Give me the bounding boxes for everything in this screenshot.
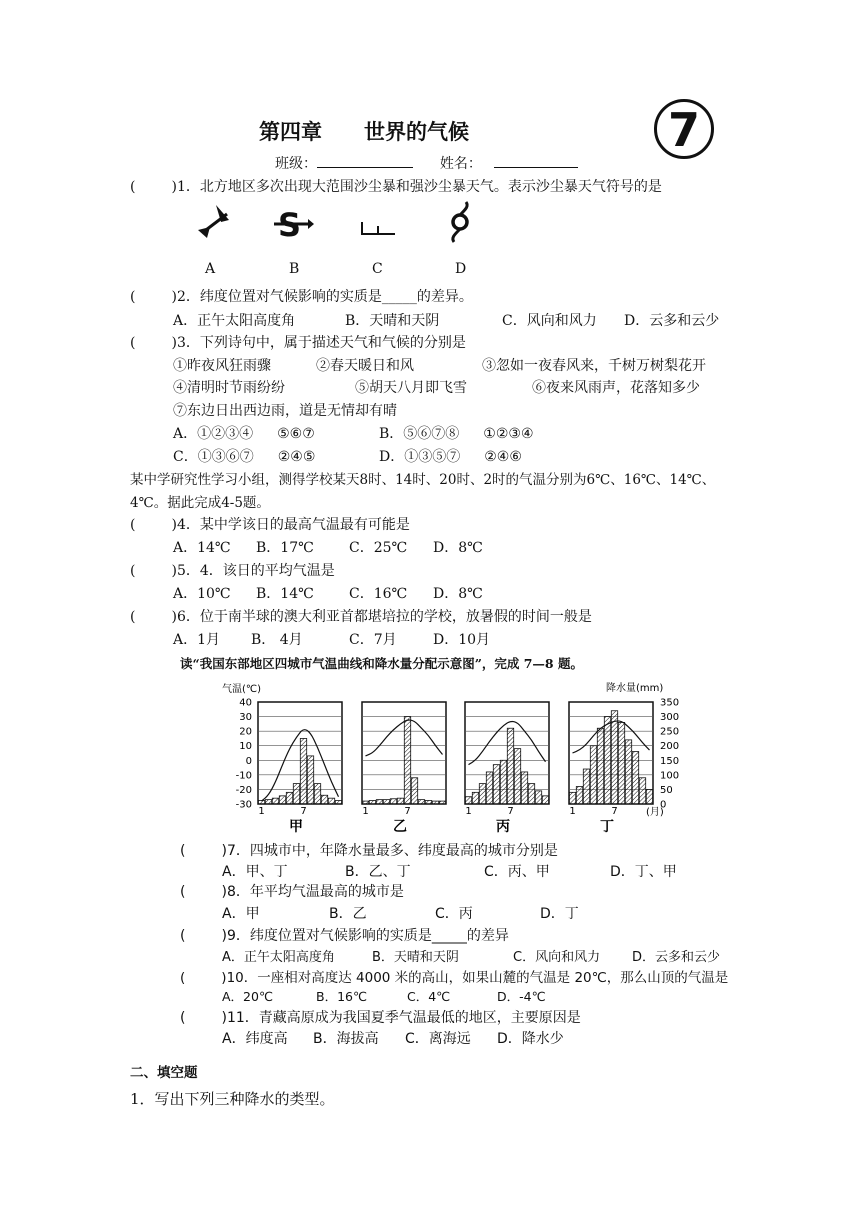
poem-5: ⑤胡天八月即飞雪 [355, 380, 467, 396]
right-tick-label: 350 [660, 697, 680, 709]
month-tick-label: 1 [465, 806, 472, 817]
name-label: 姓名： [439, 156, 482, 172]
precipitation-bar [500, 760, 506, 804]
right-tick-label: 100 [660, 770, 680, 782]
left-tick-label: 10 [239, 741, 252, 753]
left-tick-label: -20 [235, 784, 252, 796]
section-2-heading: 二、填空题 [130, 1065, 198, 1081]
precipitation-bar [411, 778, 417, 804]
q8-option-d[interactable]: D．丁 [540, 906, 579, 922]
left-tick-label: -30 [235, 799, 252, 811]
precipitation-bar [465, 797, 471, 804]
precipitation-bar [425, 801, 431, 804]
left-tick-label: 30 [239, 712, 252, 724]
q2-option-c[interactable]: C．风向和风力 [502, 313, 597, 329]
q2-option-d[interactable]: D．云多和云少 [624, 313, 720, 329]
q3-stem: ( )3．下列诗句中，属于描述天气和气候的分别是 [130, 335, 466, 351]
right-tick-label: 150 [660, 755, 680, 767]
precipitation-bar [369, 801, 375, 804]
q2-option-b[interactable]: B．天晴和天阴 [345, 313, 440, 329]
q6-option-a[interactable]: A．1月 [173, 632, 221, 648]
q9-option-a[interactable]: A．正午太阳高度角 [222, 950, 335, 965]
q2-stem: ( )2．纬度位置对气候影响的实质是_____的差异。 [130, 289, 473, 305]
climate-chart [218, 680, 694, 836]
right-tick-label: 0 [660, 799, 667, 811]
q10-option-b[interactable]: B．16℃ [316, 989, 368, 1004]
symbol-label-a: A [205, 261, 216, 277]
context-4-5-line2: 4℃。据此完成4-5题。 [130, 495, 270, 511]
precipitation-bar [646, 789, 652, 804]
city-name-label: 乙 [393, 819, 407, 835]
name-blank[interactable] [494, 154, 578, 168]
precipitation-bar [569, 792, 575, 804]
symbol-label-b: B [289, 261, 300, 277]
q9-stem: ( )9．纬度位置对气候影响的实质是_____的差异 [180, 928, 509, 944]
city-name-label: 丁 [600, 819, 614, 835]
city-name-label: 甲 [289, 819, 303, 835]
q10-option-d[interactable]: D．-4℃ [497, 989, 546, 1004]
poem-1: ①昨夜风狂雨骤 [173, 358, 271, 374]
right-tick-label: 250 [660, 726, 680, 738]
right-tick-label: 300 [660, 712, 680, 724]
chapter-label: 第四章 [259, 120, 322, 144]
right-axis-title: 降水量(mm) [606, 683, 664, 694]
q7-option-d[interactable]: D．丁、甲 [610, 864, 677, 880]
weather-symbols [190, 200, 480, 246]
symbol-a-icon[interactable] [198, 205, 229, 238]
month-tick-label: 7 [507, 806, 514, 817]
q7-stem: ( )7．四城市中，年降水量最多、纬度最高的城市分别是 [180, 843, 558, 859]
poem-3: ③忽如一夜春风来，千树万树梨花开 [482, 358, 706, 374]
precipitation-bar [279, 796, 285, 804]
q9-option-b[interactable]: B．天晴和天阴 [372, 950, 459, 965]
precipitation-bar [583, 769, 589, 804]
poem-6: ⑥夜来风雨声，花落知多少 [532, 380, 700, 396]
poem-4: ④清明时节雨纷纷 [173, 380, 285, 396]
q4-option-b[interactable]: B．17℃ [256, 540, 314, 556]
precipitation-bar [639, 778, 645, 804]
q8-option-b[interactable]: B．乙 [329, 906, 367, 922]
q1-stem: ( )1．北方地区多次出现大范围沙尘暴和强沙尘暴天气。表示沙尘暴天气符号的是 [130, 179, 662, 195]
precipitation-bar [472, 792, 478, 804]
q8-option-c[interactable]: C．丙 [435, 906, 473, 922]
precipitation-bar [514, 749, 520, 804]
q10-option-a[interactable]: A．20℃ [222, 989, 273, 1004]
left-tick-label: 40 [239, 697, 252, 709]
q3-option-a[interactable]: A．①②③④ ⑤⑥⑦ [173, 426, 315, 442]
precipitation-bar [432, 801, 438, 804]
poem-7: ⑦东边日出西边雨，道是无情却有晴 [173, 403, 397, 419]
month-unit-label: (月) [646, 807, 664, 818]
left-tick-label: 0 [245, 755, 252, 767]
precipitation-bar [362, 801, 368, 804]
precipitation-bar [535, 791, 541, 804]
climate-panel [569, 702, 653, 835]
q9-option-d[interactable]: D．云多和云少 [632, 950, 721, 965]
symbol-d-typhoon-icon[interactable] [453, 202, 467, 242]
q3-option-c[interactable]: C．①③⑥⑦ ②④⑤ [173, 449, 316, 465]
class-field [275, 153, 578, 173]
precipitation-bar [286, 792, 292, 804]
worksheet-number-badge: 7 [654, 99, 714, 159]
context-7-8: 读“我国东部地区四城市气温曲线和降水量分配示意图”，完成 7—8 题。 [180, 656, 583, 671]
climate-panel [465, 702, 549, 835]
class-label: 班级： [275, 156, 317, 172]
precipitation-bar [611, 711, 617, 804]
month-tick-label: 7 [300, 806, 307, 817]
left-tick-label: -10 [235, 770, 252, 782]
q6-stem: ( )6．位于南半球的澳大利亚首都堪培拉的学校，放暑假的时间一般是 [130, 609, 592, 625]
precipitation-bar [376, 800, 382, 804]
month-tick-label: 1 [362, 806, 369, 817]
q11-option-c[interactable]: C．离海远 [405, 1031, 471, 1047]
month-tick-label: 1 [569, 806, 576, 817]
poem-2: ②春天暖日和风 [316, 358, 414, 374]
precipitation-bar [307, 756, 313, 804]
q5-option-c[interactable]: C．16℃ [349, 586, 408, 602]
q7-option-a[interactable]: A．甲、丁 [222, 864, 288, 880]
symbol-c-icon[interactable] [362, 222, 395, 234]
q4-option-a[interactable]: A．14℃ [173, 540, 231, 556]
precipitation-bar [321, 795, 327, 804]
q10-stem: ( )10．一座相对高度达 4000 米的高山，如果山麓的气温是 20℃，那么山顶的气温是 [180, 970, 729, 986]
q8-stem: ( )8．年平均气温最高的城市是 [180, 884, 404, 900]
precipitation-bar [265, 800, 271, 804]
precipitation-bar [528, 784, 534, 804]
q11-option-a[interactable]: A．纬度高 [222, 1031, 288, 1047]
right-tick-label: 50 [660, 784, 673, 796]
q6-option-c[interactable]: C．7月 [349, 632, 397, 648]
precipitation-bar [293, 784, 299, 804]
q5-option-d[interactable]: D．8℃ [433, 586, 483, 602]
q4-option-c[interactable]: C．25℃ [349, 540, 408, 556]
right-tick-label: 200 [660, 741, 680, 753]
climate-panel [362, 702, 446, 835]
city-name-label: 丙 [496, 819, 510, 835]
precipitation-bar [328, 798, 334, 804]
q5-stem: ( )5．4．该日的平均气温是 [130, 563, 335, 579]
precipitation-bar [335, 801, 341, 804]
precipitation-bar [300, 738, 306, 804]
q11-stem: ( )11．青藏高原成为我国夏季气温最低的地区，主要原因是 [180, 1010, 581, 1026]
precipitation-bar [418, 800, 424, 804]
q11-option-b[interactable]: B．海拔高 [313, 1031, 379, 1047]
precipitation-bar [632, 752, 638, 804]
precipitation-bar [507, 728, 513, 804]
q8-option-a[interactable]: A．甲 [222, 906, 260, 922]
month-tick-label: 7 [611, 806, 618, 817]
q4-stem: ( )4．某中学该日的最高气温最有可能是 [130, 517, 410, 533]
q10-option-c[interactable]: C．4℃ [407, 989, 451, 1004]
symbol-label-c: C [372, 261, 383, 277]
q5-option-b[interactable]: B．14℃ [256, 586, 314, 602]
q6-option-d[interactable]: D．10月 [433, 632, 491, 648]
q7-option-b[interactable]: B．乙、丁 [345, 864, 411, 880]
precipitation-bar [576, 787, 582, 804]
precipitation-bar [625, 740, 631, 804]
left-tick-label: 20 [239, 726, 252, 738]
precipitation-bar [493, 765, 499, 804]
precipitation-bar [272, 798, 278, 804]
svg-text:S: S [278, 206, 302, 244]
month-tick-label: 1 [258, 806, 265, 817]
left-axis-title: 气温(℃) [222, 684, 262, 695]
month-tick-label: 7 [404, 806, 411, 817]
precipitation-bar [390, 799, 396, 804]
precipitation-bar [383, 800, 389, 804]
precipitation-bar [397, 798, 403, 804]
section-2-q1: 1．写出下列三种降水的类型。 [130, 1090, 335, 1108]
class-blank[interactable] [317, 154, 413, 168]
page-title: 世界的气候 [364, 120, 469, 144]
symbol-label-d: D [455, 261, 467, 277]
q4-option-d[interactable]: D．8℃ [433, 540, 483, 556]
q3-option-d[interactable]: D．①③⑤⑦ ②④⑥ [379, 449, 522, 465]
precipitation-bar [604, 717, 610, 804]
precipitation-bar [314, 784, 320, 804]
precipitation-bar [486, 772, 492, 804]
q7-option-c[interactable]: C．丙、甲 [484, 864, 550, 880]
precipitation-bar [542, 796, 548, 804]
precipitation-bar [521, 772, 527, 804]
precipitation-bar [618, 722, 624, 804]
precipitation-bar [439, 801, 445, 804]
climate-panel [258, 702, 342, 835]
context-4-5-line1: 某中学研究性学习小组，测得学校某天8时、14时、20时、2时的气温分别为6℃、16℃、14℃、 [130, 472, 716, 488]
q11-option-d[interactable]: D．降水少 [497, 1031, 564, 1047]
q2-option-a[interactable]: A．正午太阳高度角 [173, 313, 296, 329]
q3-option-b[interactable]: B．⑤⑥⑦⑧ ①②③④ [379, 426, 534, 442]
q5-option-a[interactable]: A．10℃ [173, 586, 231, 602]
symbol-b-sandstorm-icon[interactable] [274, 206, 314, 244]
precipitation-bar [590, 746, 596, 804]
precipitation-bar [597, 728, 603, 804]
precipitation-bar [479, 784, 485, 804]
precipitation-bar [404, 717, 410, 804]
q9-option-c[interactable]: C．风向和风力 [513, 950, 601, 965]
q6-option-b[interactable]: B． 4月 [251, 632, 303, 648]
